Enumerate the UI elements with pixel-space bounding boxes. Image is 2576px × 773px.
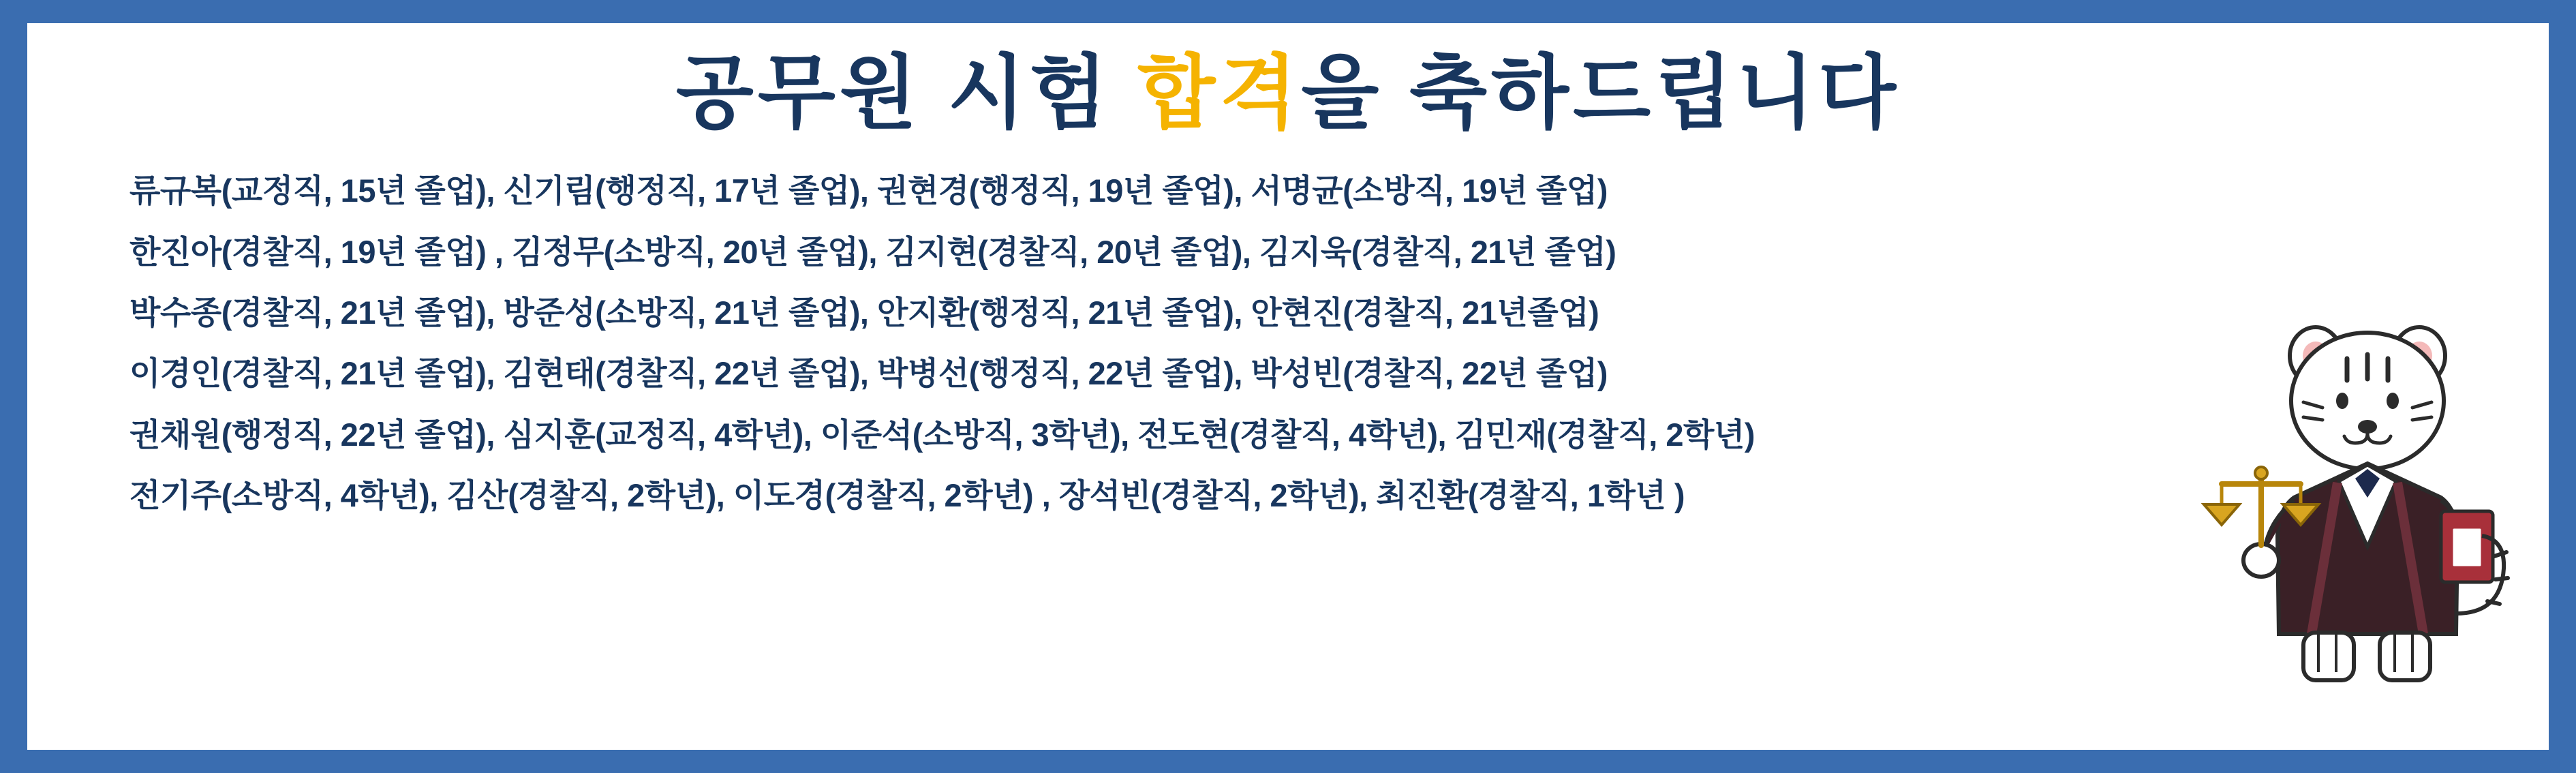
banner-panel bbox=[27, 23, 2549, 750]
headline-accent: 합격 bbox=[1137, 48, 1302, 138]
list-item: 이경인(경찰직, 21년 졸업), 김현태(경찰직, 22년 졸업), 박병선(행정직, 22년 졸업), 박성빈(경찰직, 22년 졸업) bbox=[129, 355, 1608, 392]
headline-part2: 을 축하드립니다 bbox=[1301, 48, 1901, 138]
headline-part1: 공무원 시험 bbox=[675, 48, 1138, 138]
passer-name-list bbox=[27, 137, 2549, 526]
list-item: 권채원(행정직, 22년 졸업), 심지훈(교정직, 4학년), 이준석(소방직, 3학년), 전도현(경찰직, 4학년), 김민재(경찰직, 2학년) bbox=[129, 416, 1755, 453]
page-title bbox=[27, 23, 2549, 137]
list-item: 박수종(경찰직, 21년 졸업), 방준성(소방직, 21년 졸업), 안지환(행정직, 21년 졸업), 안현진(경찰직, 21년졸업) bbox=[129, 294, 1599, 331]
list-item: 전기주(소방직, 4학년), 김산(경찰직, 2학년), 이도경(경찰직, 2학년) , 장석빈(경찰직, 2학년), 최진환(경찰직, 1학년 ) bbox=[129, 477, 1685, 514]
list-item: 류규복(교정직, 15년 졸업), 신기림(행정직, 17년 졸업), 권현경(행정직, 19년 졸업), 서명균(소방직, 19년 졸업) bbox=[129, 172, 1608, 209]
list-item: 한진아(경찰직, 19년 졸업) , 김정무(소방직, 20년 졸업), 김지현(경찰직, 20년 졸업), 김지욱(경찰직, 21년 졸업) bbox=[129, 233, 1616, 270]
